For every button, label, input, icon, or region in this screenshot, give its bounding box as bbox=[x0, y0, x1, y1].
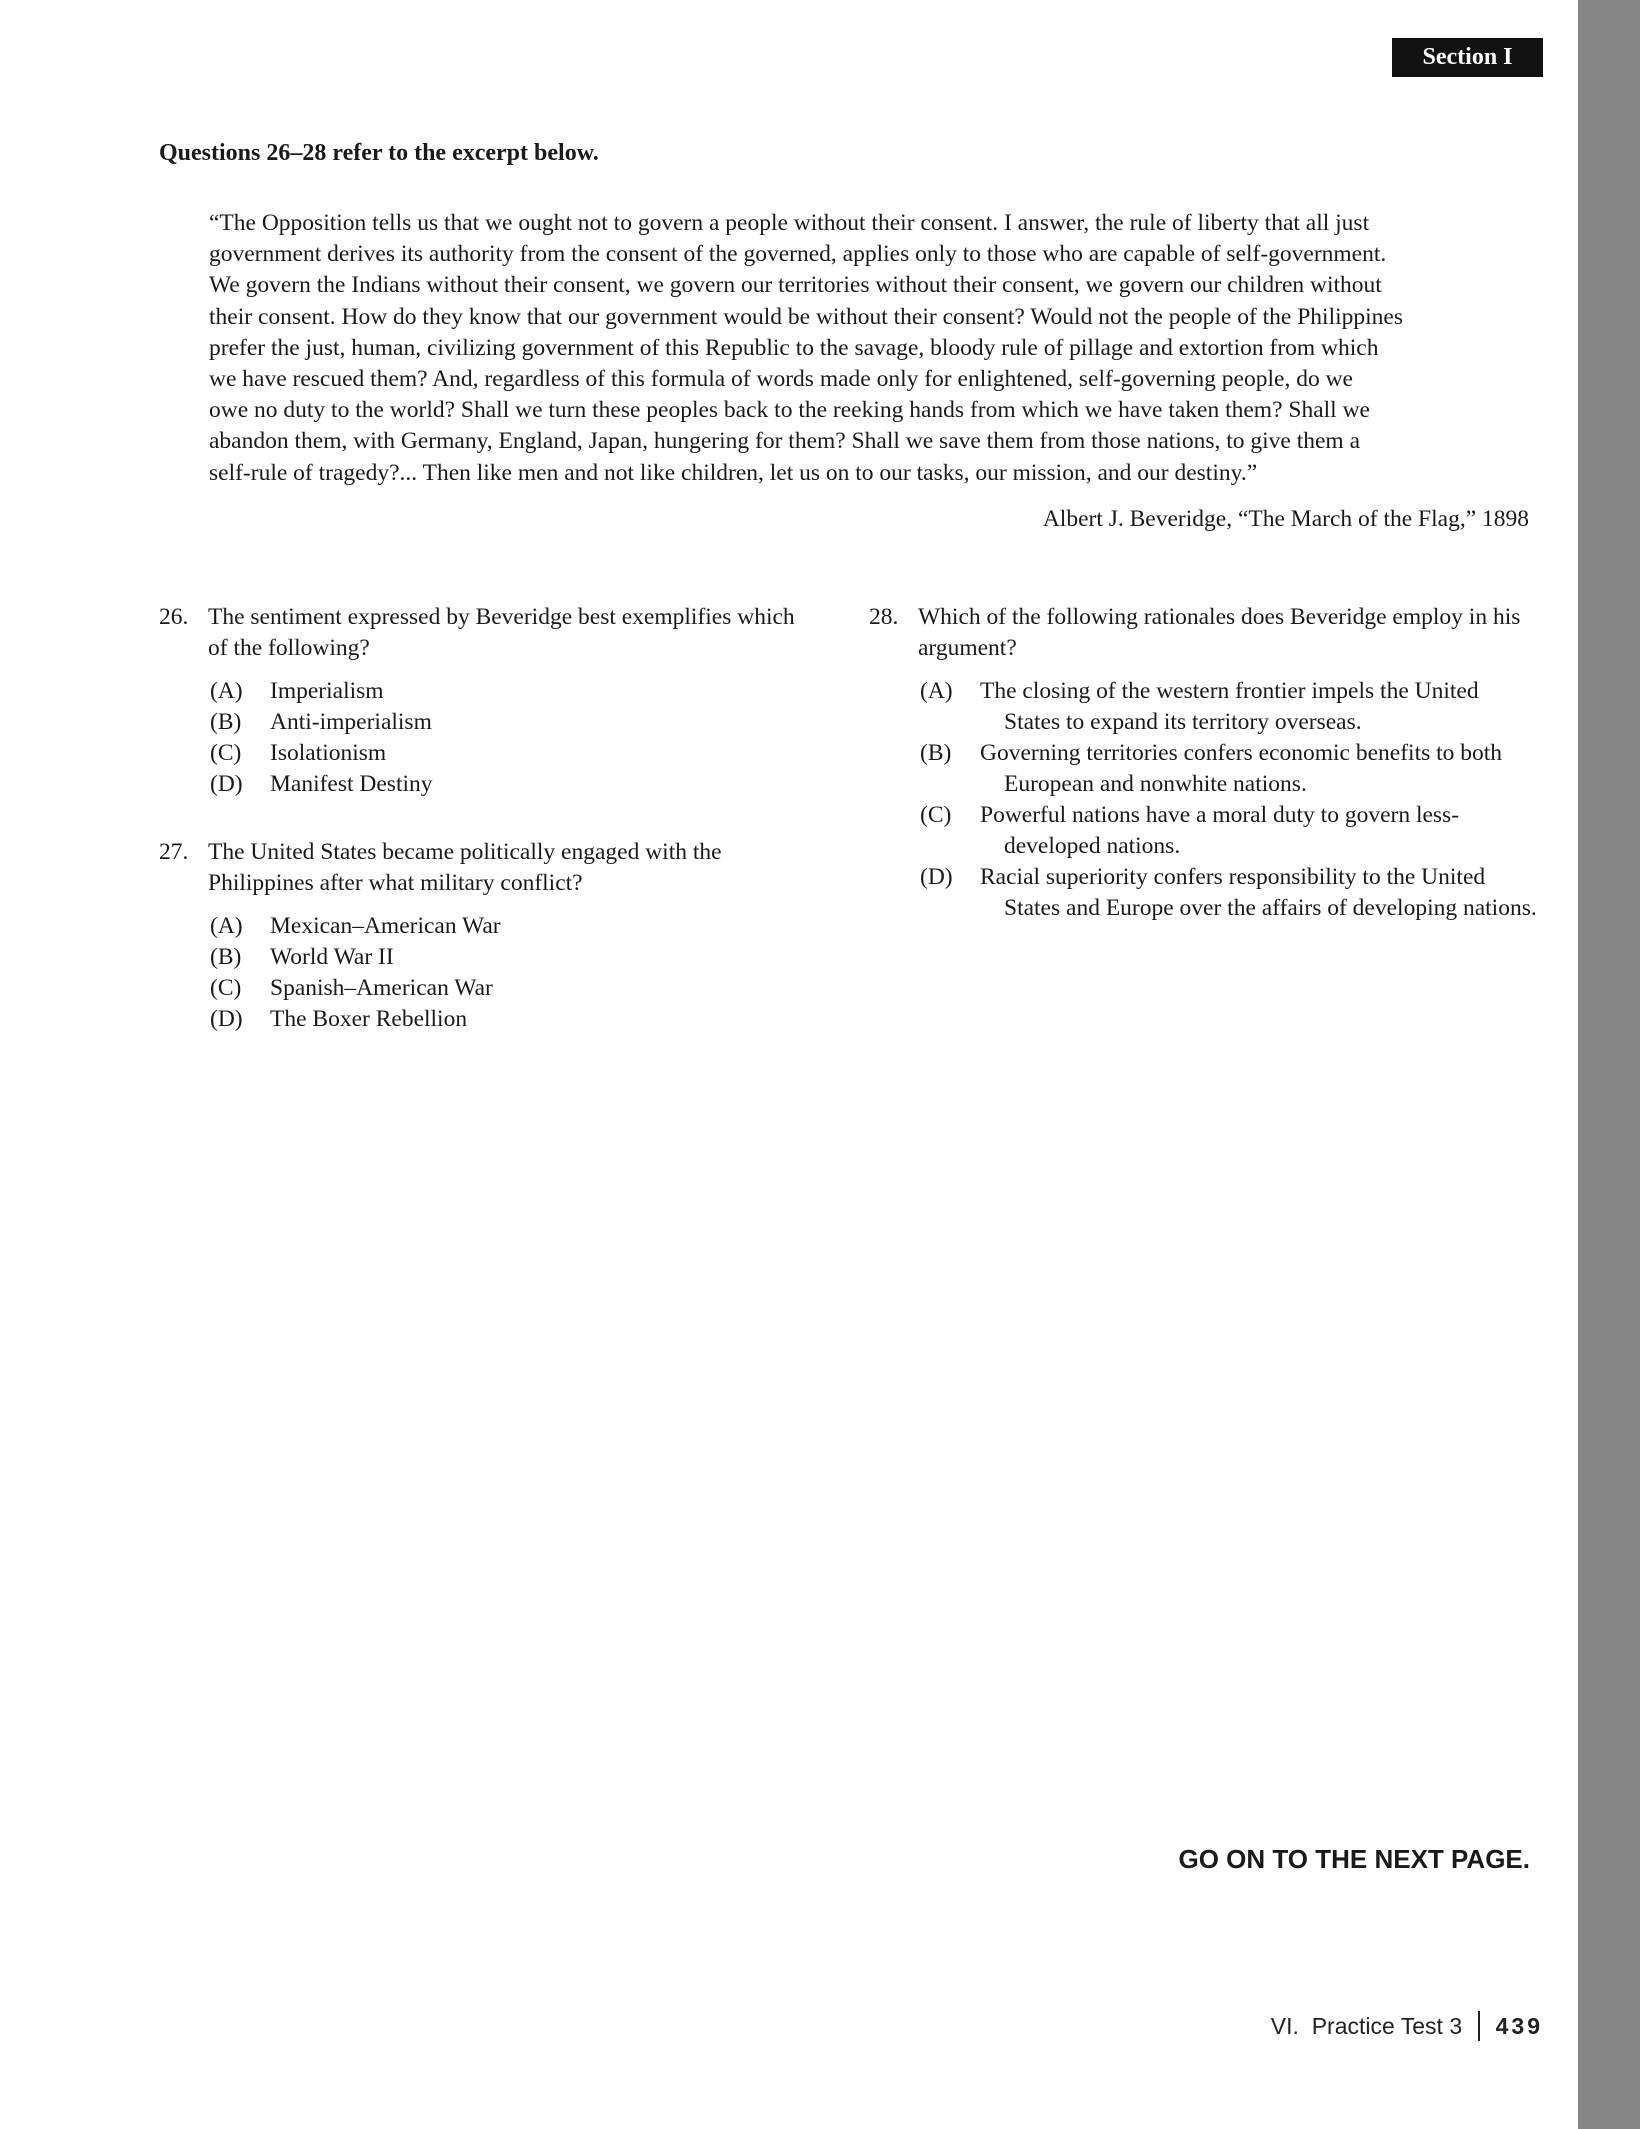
question-number: 28. bbox=[869, 604, 899, 630]
answer-option[interactable] bbox=[210, 973, 799, 1004]
option-text: Anti-imperialism bbox=[270, 709, 432, 735]
question-27 bbox=[159, 837, 799, 1035]
passage-line: self-rule of tragedy?... Then like men and not like children, let us on to our tasks, our mission, and our destiny.” bbox=[209, 459, 1258, 486]
option-letter: (A) bbox=[920, 678, 953, 704]
footer-divider bbox=[1478, 2011, 1480, 2041]
question-26 bbox=[159, 602, 799, 800]
excerpt-passage bbox=[209, 208, 1539, 489]
option-text: Racial superiority confers responsibility to the United States and Europe over the affairs of developing nations. bbox=[980, 864, 1537, 921]
answer-option[interactable] bbox=[920, 738, 1539, 800]
option-letter: (B) bbox=[210, 709, 242, 735]
passage-line: their consent. How do they know that our government would be without their consent? Would not the people of the Philippines bbox=[209, 303, 1404, 330]
option-letter: (C) bbox=[920, 802, 952, 828]
passage-line: We govern the Indians without their consent, we govern our territories without their consent, we govern our children without bbox=[209, 272, 1382, 299]
answer-option[interactable] bbox=[210, 942, 799, 973]
question-text: The United States became politically engaged with the Philippines after what military conflict? bbox=[208, 839, 722, 896]
option-letter: (D) bbox=[920, 864, 953, 890]
option-letter: (C) bbox=[210, 740, 242, 766]
section-label: Section I bbox=[1392, 38, 1543, 77]
page-footer bbox=[1271, 2011, 1543, 2041]
passage-line: government derives its authority from the consent of the governed, applies only to those who are capable of self-government. bbox=[209, 241, 1387, 268]
answer-option[interactable] bbox=[920, 800, 1539, 862]
passage-line: owe no duty to the world? Shall we turn these peoples back to the reeking hands from which we have taken them? Shall we bbox=[209, 397, 1370, 424]
option-letter: (C) bbox=[210, 975, 242, 1001]
question-text: Which of the following rationales does Beveridge employ in his argument? bbox=[918, 604, 1521, 661]
excerpt-attribution: Albert J. Beveridge, “The March of the Flag,” 1898 bbox=[1042, 506, 1529, 532]
option-text: Spanish–American War bbox=[270, 975, 493, 1001]
question-text: The sentiment expressed by Beveridge best exemplifies which of the following? bbox=[208, 604, 795, 661]
question-28 bbox=[869, 602, 1539, 924]
footer-label: VI. Practice Test 3 bbox=[1270, 2012, 1463, 2039]
option-text: Mexican–American War bbox=[270, 913, 501, 939]
option-text: Isolationism bbox=[270, 740, 387, 766]
answer-option[interactable] bbox=[210, 676, 799, 707]
option-text: Manifest Destiny bbox=[270, 771, 433, 797]
page-edge-tab bbox=[1578, 0, 1640, 2129]
page-number: 439 bbox=[1495, 2012, 1543, 2039]
question-number: 26. bbox=[159, 604, 189, 630]
option-text: Powerful nations have a moral duty to govern less-developed nations. bbox=[980, 802, 1460, 859]
passage-line: “The Opposition tells us that we ought not to govern a people without their consent. I answer, the rule of liberty that all just bbox=[209, 210, 1370, 236]
option-text: Imperialism bbox=[270, 678, 384, 704]
option-letter: (B) bbox=[920, 740, 952, 766]
answer-option[interactable] bbox=[920, 676, 1539, 738]
answer-option[interactable] bbox=[210, 911, 799, 942]
option-letter: (A) bbox=[210, 913, 243, 939]
option-text: Governing territories confers economic benefits to both European and nonwhite nations. bbox=[980, 740, 1503, 797]
answer-option[interactable] bbox=[920, 862, 1539, 924]
option-letter: (D) bbox=[210, 1006, 243, 1032]
questions-heading: Questions 26–28 refer to the excerpt below. bbox=[159, 140, 599, 166]
option-letter: (D) bbox=[210, 771, 243, 797]
answer-option[interactable] bbox=[210, 738, 799, 769]
passage-line: abandon them, with Germany, England, Japan, hungering for them? Shall we save them from those nations, to give them a bbox=[209, 428, 1360, 455]
option-letter: (A) bbox=[210, 678, 243, 704]
option-text: World War II bbox=[270, 944, 394, 970]
answer-option[interactable] bbox=[210, 1004, 799, 1035]
go-on-notice: GO ON TO THE NEXT PAGE. bbox=[1178, 1844, 1530, 1874]
option-text: The closing of the western frontier impels the United States to expand its territory overseas. bbox=[980, 678, 1479, 735]
option-text: The Boxer Rebellion bbox=[270, 1006, 468, 1032]
answer-option[interactable] bbox=[210, 769, 799, 800]
question-number: 27. bbox=[159, 839, 189, 865]
passage-line: we have rescued them? And, regardless of this formula of words made only for enlightened, self-governing people, do we bbox=[209, 366, 1353, 393]
passage-line: prefer the just, human, civilizing government of this Republic to the savage, bloody rule of pillage and extortion from which bbox=[209, 334, 1379, 361]
option-letter: (B) bbox=[210, 944, 242, 970]
answer-option[interactable] bbox=[210, 707, 799, 738]
